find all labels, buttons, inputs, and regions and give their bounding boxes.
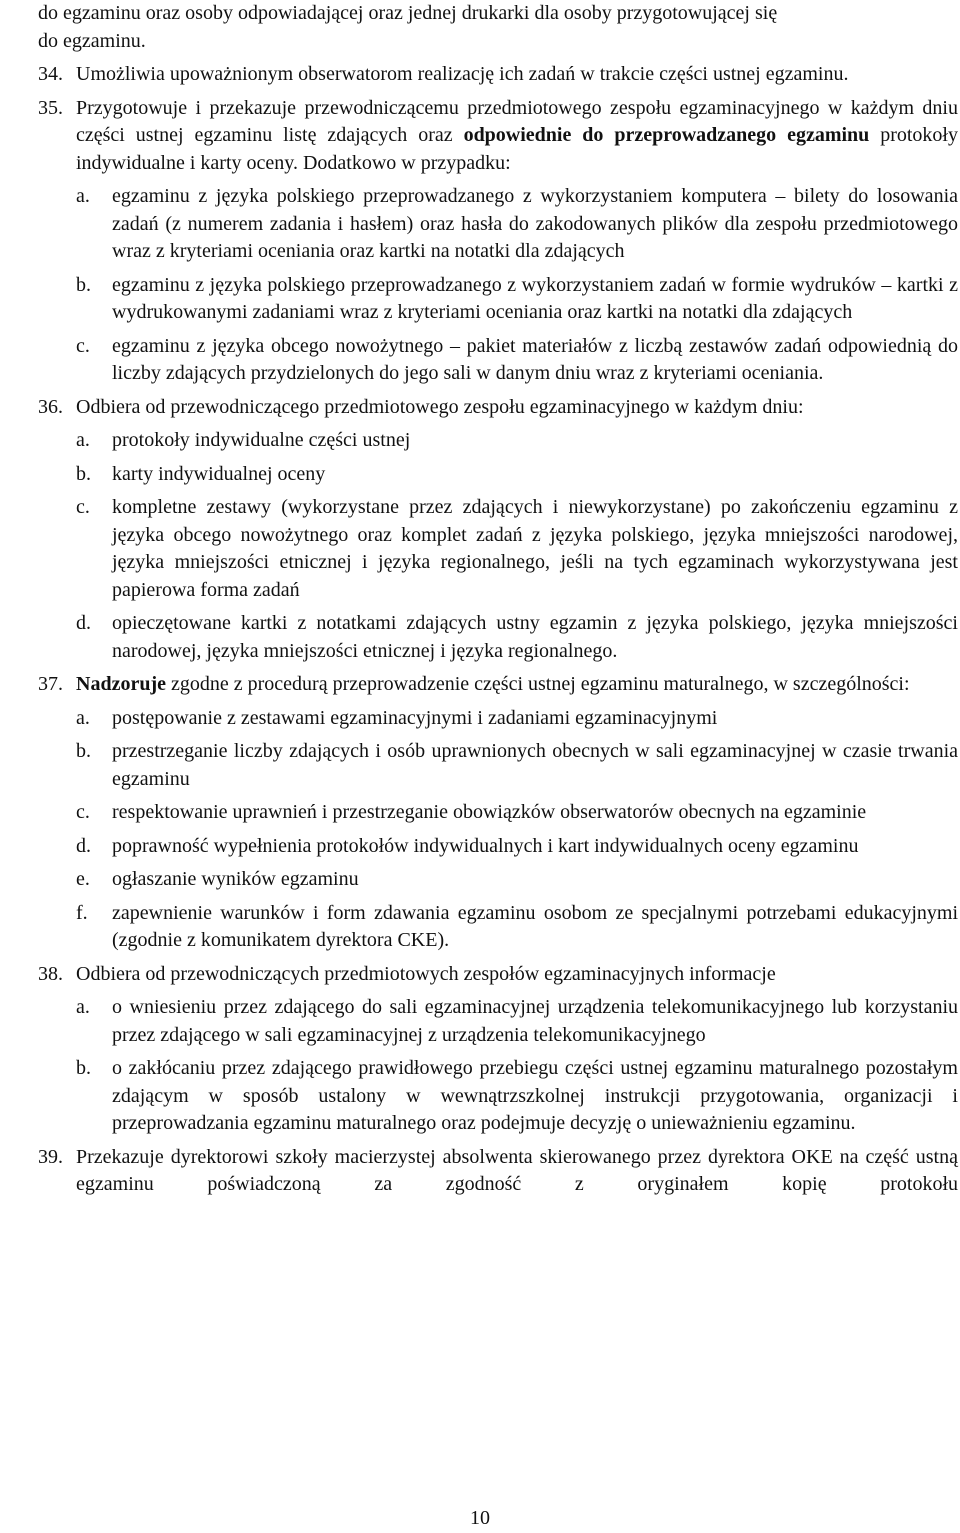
- sub-item-d: [76, 610, 958, 665]
- sub-text: kompletne zestawy (wykorzystane przez zdających i niewykorzystane) po zakończeniu egzaminu z języka obcego nowożytnego oraz komplet zadań z języka polskiego, języka mniejszości narodowej, języka mniejszości etnicznej i języka regionalnego, jeśli na tych egzaminach wykorzystywana jest papierowa forma zadań: [112, 496, 958, 601]
- sub-text: zapewnienie warunków i form zdawania egzaminu osobom ze specjalnymi potrzebami edukacyjnymi (zgodnie z komunikatem dyrektora CKE).: [112, 901, 958, 951]
- item-number: 36.: [38, 395, 63, 418]
- item-text: [76, 671, 958, 699]
- sub-letter: a.: [76, 996, 90, 1018]
- sub-text: egzaminu z języka polskiego przeprowadzanego z wykorzystaniem zadań w formie wydruków – kartki z wydrukowanymi zadaniami wraz z kryteriami oceniania oraz kartki na notatki dla zdających: [112, 273, 958, 323]
- sub-text: poprawność wypełnienia protokołów indywidualnych i kart indywidualnych oceny egzaminu: [112, 834, 859, 857]
- sub-letter: b.: [76, 462, 91, 485]
- sub-item-d: [76, 833, 958, 861]
- sub-item-a: [76, 183, 958, 266]
- list-item-36: [38, 394, 958, 666]
- sub-item-c: [76, 333, 958, 388]
- sub-text: opieczętowane kartki z notatkami zdających ustny egzamin z języka polskiego, języka mniejszości narodowej, języka mniejszości etnicznej i języka regionalnego.: [112, 612, 958, 662]
- list-item-34: [38, 61, 958, 89]
- sub-text: egzaminu z języka polskiego przeprowadzanego z wykorzystaniem komputera – bilety do losowania zadań (z numerem zadania i hasłem) oraz hasła do zakodowanych plików dla zespołu przedmiotowego wraz z kryteriami oceniania oraz kartki na notatki dla zdających: [112, 185, 958, 262]
- item-number: 35.: [38, 96, 63, 119]
- sub-text: przestrzeganie liczby zdających i osób uprawnionych obecnych w sali egzaminacyjnej w czasie trwania egzaminu: [112, 740, 958, 790]
- sub-item-c: [76, 494, 958, 604]
- sub-text: ogłaszanie wyników egzaminu: [112, 868, 359, 890]
- item-text: Umożliwia upoważnionym obserwatorom realizację ich zadań w trakcie części ustnej egzaminu.: [76, 63, 849, 85]
- continued-line-1: do egzaminu oraz osoby odpowiadającej oraz jednej drukarki dla osoby przygotowującej się: [38, 2, 778, 24]
- document-page: [38, 0, 958, 1199]
- sub-text: postępowanie z zestawami egzaminacyjnymi i zadaniami egzaminacyjnymi: [112, 706, 718, 729]
- sub-item-b: [76, 272, 958, 327]
- item-text-part: protokoły indywidualne i karty oceny. Dodatkowo w przypadku:: [76, 124, 958, 174]
- sub-letter: c.: [76, 801, 90, 823]
- sub-text: respektowanie uprawnień i przestrzeganie obowiązków obserwatorów obecnych na egzaminie: [112, 801, 867, 823]
- sub-letter: a.: [76, 429, 90, 451]
- sub-letter: b.: [76, 740, 91, 762]
- list-item-39: [38, 1144, 958, 1199]
- sub-letter: e.: [76, 868, 90, 890]
- sub-item-b: [76, 738, 958, 793]
- item-text-part: zgodne z procedurą przeprowadzenie części ustnej egzaminu maturalnego, w szczególności:: [165, 673, 910, 695]
- sub-letter: a.: [76, 706, 90, 729]
- sub-text: protokoły indywidualne części ustnej: [112, 429, 411, 451]
- item-number: 38.: [38, 962, 63, 985]
- sub-text: o zakłócaniu przez zdającego prawidłowego przebiegu części ustnej egzaminu maturalnego pozostałym zdającym w sposób ustalony w wewnątrzszkolnej instrukcji przygotowania, organizacji i przeprowadzania egzaminu maturalnego oraz podejmuje decyzję o unieważnieniu egzaminu.: [112, 1057, 958, 1134]
- sub-item-a: [76, 705, 958, 733]
- sub-letter: a.: [76, 185, 90, 207]
- sub-item-e: [76, 866, 958, 894]
- page-number: 10: [470, 1507, 490, 1529]
- sub-item-b: [76, 461, 958, 489]
- item-text-part: Przygotowuje i przekazuje przewodniczącemu przedmiotowego zespołu egzaminacyjnego w każdym dniu części ustnej egzaminu listę zdających oraz: [76, 96, 958, 146]
- item-text: Odbiera od przewodniczącego przedmiotowego zespołu egzaminacyjnego w każdym dniu:: [76, 395, 804, 418]
- item-text: Odbiera od przewodniczących przedmiotowych zespołów egzaminacyjnych informacje: [76, 962, 776, 985]
- sub-text: egzaminu z języka obcego nowożytnego – pakiet materiałów z liczbą zestawów zadań odpowiednią do liczby zdających przydzielonych do jego sali w danym dniu wraz z kryteriami oceniania.: [112, 334, 958, 384]
- sub-text: karty indywidualnej oceny: [112, 462, 326, 485]
- item-number: 39.: [38, 1145, 63, 1168]
- item-text-bold: odpowiednie do przeprowadzanego egzaminu: [463, 124, 870, 146]
- sub-letter: f.: [76, 901, 88, 924]
- item-text: Przekazuje dyrektorowi szkoły macierzystej absolwenta skierowanego przez dyrektora OKE na część ustną egzaminu poświadczoną za zgodność z oryginałem kopię protokołu: [76, 1145, 958, 1195]
- item-text: [76, 95, 958, 178]
- sub-letter: c.: [76, 334, 90, 357]
- item-number: 37.: [38, 673, 63, 695]
- continued-text: [38, 0, 958, 55]
- sub-letter: b.: [76, 1057, 91, 1079]
- continued-line-2: do egzaminu.: [38, 29, 146, 52]
- sub-letter: d.: [76, 834, 91, 857]
- sub-letter: c.: [76, 496, 90, 518]
- list-item-35: [38, 95, 958, 388]
- list-item-37: [38, 671, 958, 955]
- sub-letter: b.: [76, 273, 91, 296]
- item-text-bold: Nadzoruje: [76, 673, 166, 695]
- sub-item-f: [76, 900, 958, 955]
- sub-item-b: [76, 1055, 958, 1138]
- item-number: 34.: [38, 63, 63, 85]
- sub-item-a: [76, 427, 958, 455]
- sub-item-c: [76, 799, 958, 827]
- sub-item-a: [76, 994, 958, 1049]
- sub-letter: d.: [76, 612, 91, 634]
- sub-text: o wniesieniu przez zdającego do sali egzaminacyjnej urządzenia telekomunikacyjnego lub korzystaniu przez zdającego w sali egzaminacyjnej z urządzenia telekomunikacyjnego: [112, 996, 958, 1046]
- list-item-38: [38, 961, 958, 1138]
